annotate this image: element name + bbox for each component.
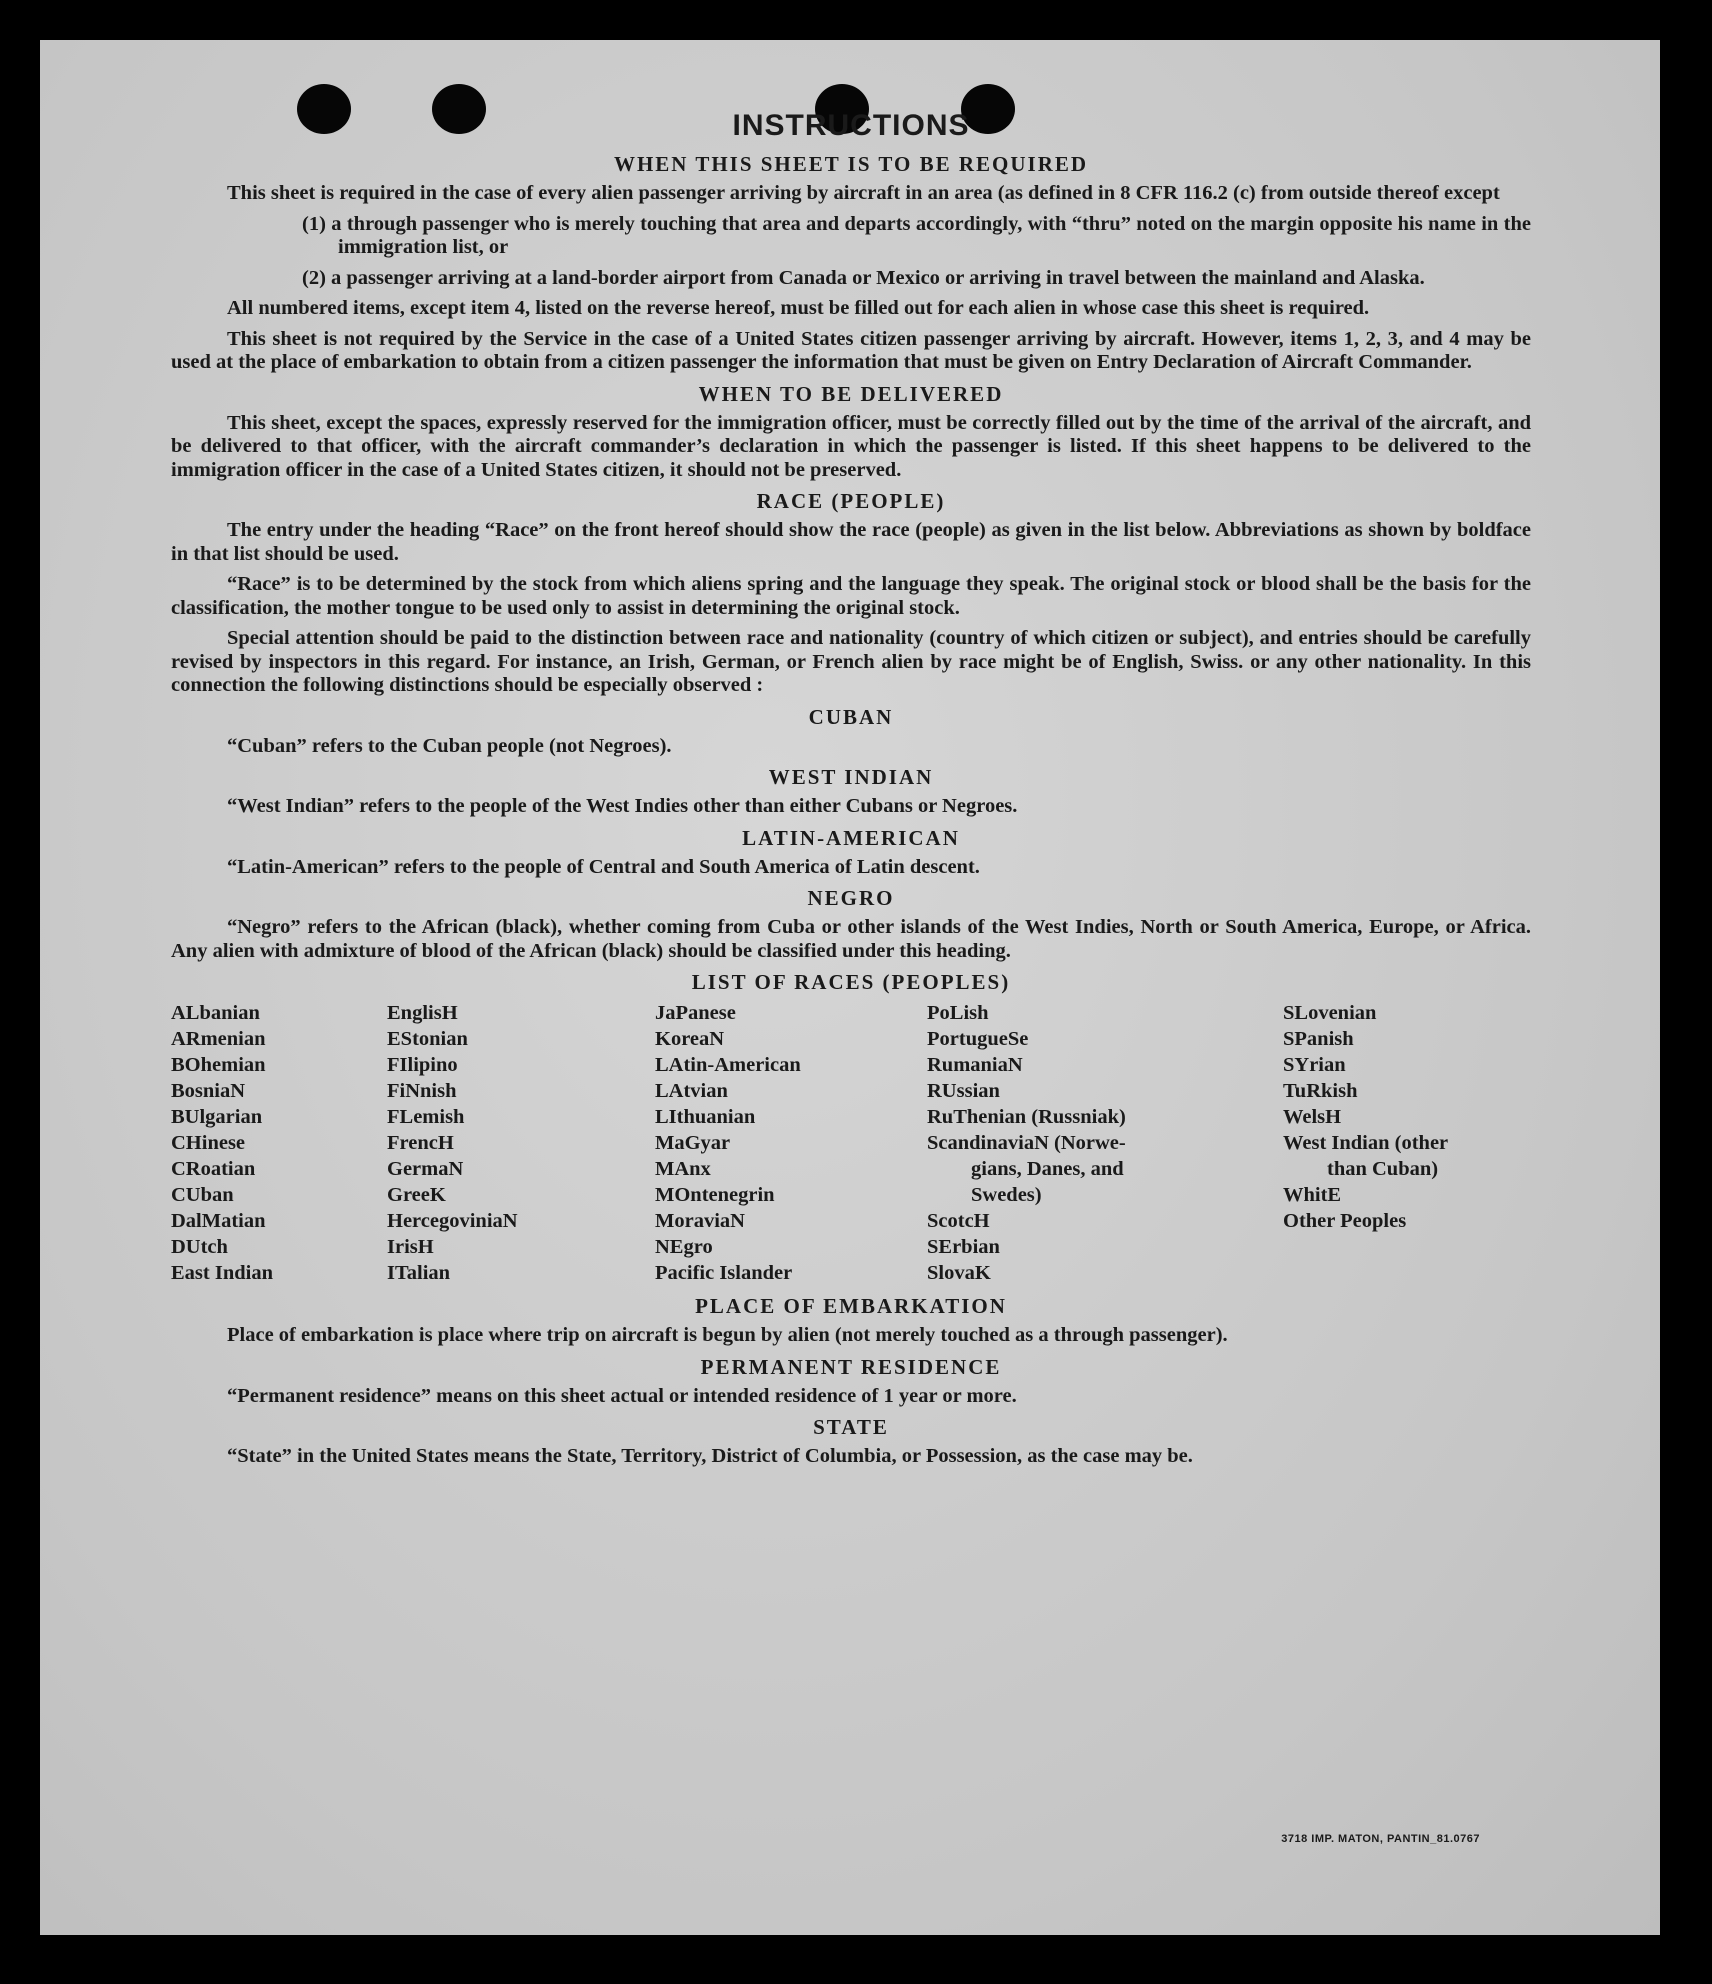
race-list [171,1000,1531,1286]
paragraph: The entry under the heading “Race” on the front hereof should show the race (people) as given in the list below. Abbreviations as shown by boldface in that list should be used. [171,519,1531,565]
race-item: LAtin-American [655,1054,801,1076]
document-sheet [40,40,1660,1935]
race-item: DUtch [171,1236,228,1258]
race-item: GermaN [387,1158,464,1180]
list-item: (2) a passenger arriving at a land-border airport from Canada or Mexico or arriving in travel between the mainland and Alaska. [302,266,1425,289]
heading-delivered: WHEN TO BE DELIVERED [698,381,1004,406]
heading-latin-american: LATIN-AMERICAN [742,825,960,850]
paragraph: “Latin-American” refers to the people of Central and South America of Latin descent. [227,855,980,878]
race-item: ALbanian [171,1002,260,1024]
race-item: GreeK [387,1184,446,1206]
race-item: East Indian [171,1262,273,1284]
heading-west-indian: WEST INDIAN [768,765,934,789]
race-item: Other Peoples [1283,1210,1407,1232]
race-item: SErbian [927,1236,1000,1258]
race-item: FiNnish [387,1080,457,1102]
heading-race: RACE (PEOPLE) [756,489,946,513]
heading-list-of-races: LIST OF RACES (PEOPLES) [691,970,1011,994]
heading-embarkation: PLACE OF EMBARKATION [695,1294,1007,1318]
race-column [387,1000,655,1286]
race-item: LIthuanian [655,1106,756,1128]
list-item: (1) a through passenger who is merely touching that area and departs accordingly, with “thru” noted on the margin opposite his name in the immigration list, or [302,212,1531,258]
race-column [927,1000,1283,1286]
heading-state: STATE [813,1415,889,1439]
paragraph: Special attention should be paid to the distinction between race and nationality (country of which citizen or subject), and entries should be carefully revised by inspectors in this regard. For instance, an Irish, German, or French alien by race might be of English, Swiss. or any other nationality. In this connection the following distinctions should be especially observed : [171,627,1531,696]
instructions-content [171,104,1531,1476]
paragraph: This sheet is not required by the Service in the case of a United States citizen passenger arriving by aircraft. However, items 1, 2, 3, and 4 may be used at the place of embarkation to obtain from a citizen passenger the information that must be given on Entry Declaration of Aircraft Commander. [171,327,1531,373]
race-item: ARmenian [171,1028,266,1050]
race-item: RumaniaN [927,1054,1023,1076]
heading-cuban: CUBAN [808,704,894,729]
race-item: EnglisH [387,1002,458,1024]
race-item: MOntenegrin [655,1184,775,1206]
race-item: MAnx [655,1158,711,1180]
race-item: NEgro [655,1236,713,1258]
heading-permanent-residence: PERMANENT RESIDENCE [700,1354,1002,1379]
race-item-continuation: than Cuban) [1327,1158,1439,1180]
race-item: HercegoviniaN [387,1210,518,1232]
race-item: SlovaK [927,1262,991,1284]
race-item: BUlgarian [171,1106,263,1128]
race-item: SLovenian [1283,1002,1377,1024]
race-item: BOhemian [171,1054,266,1076]
paragraph: “Race” is to be determined by the stock from which aliens spring and the language they speak. The original stock or blood shall be the basis for the classification, the mother tongue to be used only to assist in determining the original stock. [171,573,1531,619]
race-item: ScotcH [927,1210,990,1232]
printer-imprint: 3718 IMP. MATON, PANTIN_81.0767 [1281,1833,1480,1845]
race-item: JaPanese [655,1002,736,1024]
race-item: FIlipino [387,1054,458,1076]
page-title: INSTRUCTIONS [732,109,970,142]
race-item: PoLish [927,1002,989,1024]
race-item: MoraviaN [655,1210,745,1232]
race-item: MaGyar [655,1132,731,1154]
race-item-continuation: gians, Danes, and [971,1158,1124,1180]
paragraph: “State” in the United States means the State, Territory, District of Columbia, or Possession, as the case may be. [227,1445,1193,1467]
race-item-continuation: Swedes) [971,1184,1042,1206]
paragraph: “Cuban” refers to the Cuban people (not Negroes). [227,734,672,757]
race-item: TuRkish [1283,1080,1358,1102]
race-item: CRoatian [171,1158,256,1180]
race-item: WelsH [1283,1106,1342,1128]
race-item: DalMatian [171,1210,266,1232]
paragraph: “Negro” refers to the African (black), whether coming from Cuba or other islands of the West Indies, North or South America, Europe, or Africa. Any alien with admixture of blood of the African (black) should be classified under this heading. [171,916,1531,962]
paragraph: All numbered items, except item 4, listed on the reverse hereof, must be filled out for each alien in whose case this sheet is required. [227,297,1370,319]
race-item: West Indian (other [1283,1132,1449,1154]
race-item: Pacific Islander [655,1262,793,1284]
race-item: RuThenian (Russniak) [927,1106,1126,1128]
race-item: PortugueSe [927,1028,1029,1050]
race-item: KoreaN [655,1028,725,1050]
race-item: ScandinaviaN (Norwe- [927,1132,1126,1154]
race-item: WhitE [1283,1184,1342,1206]
race-item: BosniaN [171,1080,246,1102]
heading-negro: NEGRO [807,886,895,910]
race-item: EStonian [387,1028,468,1050]
race-item: FrencH [387,1132,454,1154]
race-column [171,1000,387,1286]
paragraph: “West Indian” refers to the people of the West Indies other than either Cubans or Negroes. [227,795,1018,817]
race-column [655,1000,927,1286]
paragraph: “Permanent residence” means on this sheet actual or intended residence of 1 year or more. [227,1384,1017,1407]
paragraph: Place of embarkation is place where trip on aircraft is begun by alien (not merely touched as a through passenger). [227,1324,1228,1346]
race-item: RUssian [927,1080,1000,1102]
race-item: CUban [171,1184,234,1206]
heading-required: WHEN THIS SHEET IS TO BE REQUIRED [613,152,1089,176]
race-item: SYrian [1283,1054,1346,1076]
race-item: CHinese [171,1132,246,1154]
paragraph: This sheet, except the spaces, expressly reserved for the immigration officer, must be correctly filled out by the time of the arrival of the aircraft, and be delivered to that officer, with the aircraft commander’s declaration in which the passenger is listed. If this sheet happens to be delivered to the immigration officer in the case of a United States citizen, it should not be preserved. [171,411,1531,481]
race-item: FLemish [387,1106,465,1128]
race-item: LAtvian [655,1080,728,1102]
race-item: ITalian [387,1262,451,1284]
race-column [1283,1000,1531,1286]
race-item: IrisH [387,1236,434,1258]
race-item: SPanish [1283,1028,1354,1050]
paragraph: This sheet is required in the case of every alien passenger arriving by aircraft in an area (as defined in 8 CFR 116.2 (c) from outside thereof except [227,182,1500,204]
